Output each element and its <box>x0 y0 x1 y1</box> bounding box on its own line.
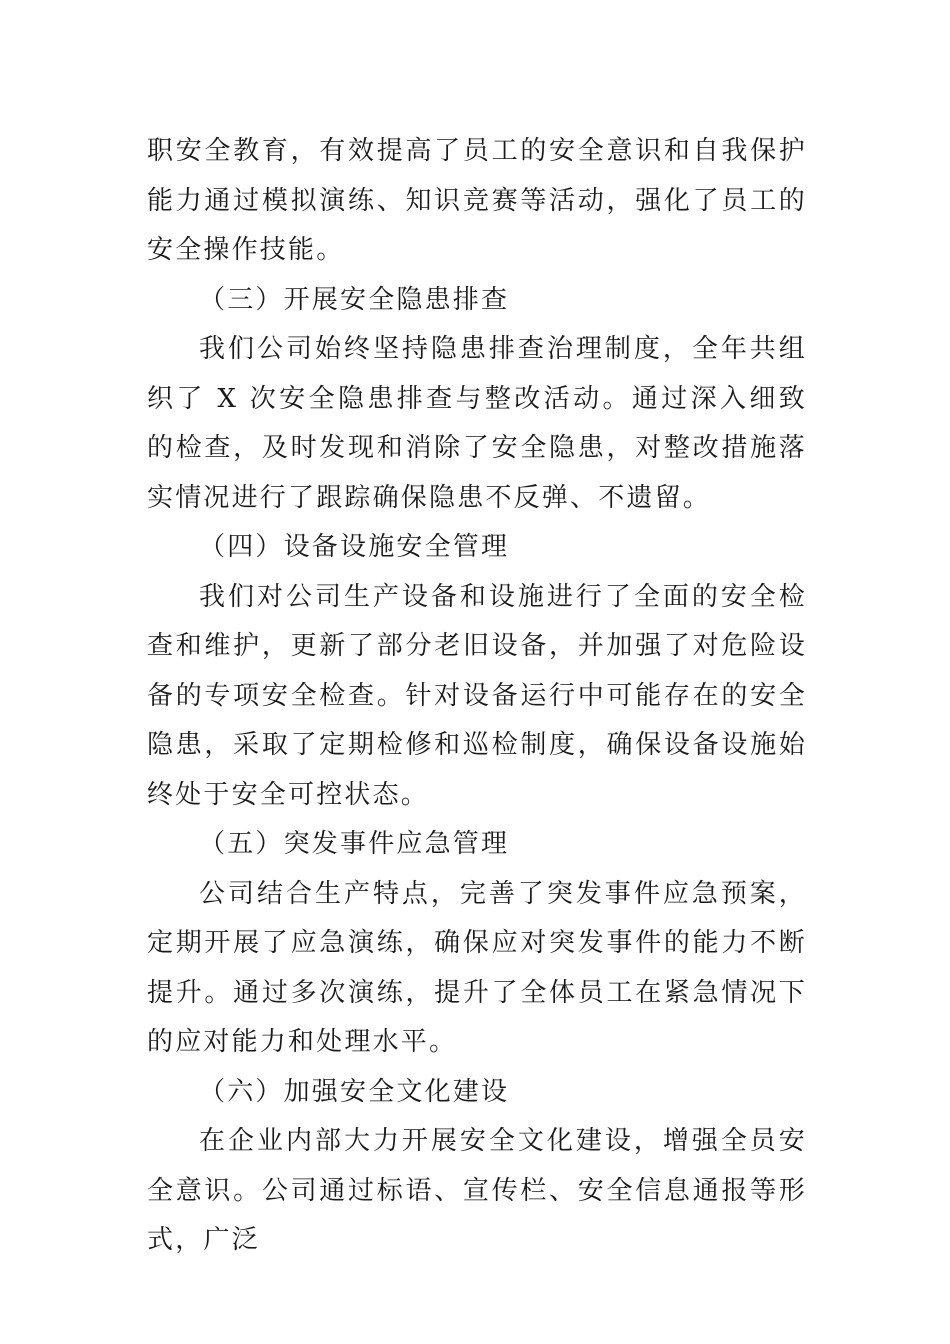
paragraph-emergency-management: 公司结合生产特点，完善了突发事件应急预案，定期开展了应急演练，确保应对突发事件的能力不断提升。通过多次演练，提升了全体员工在紧急情况下的应对能力和处理水平。 <box>147 878 807 1057</box>
document-body <box>147 127 807 1266</box>
paragraph-safety-education: 职安全教育，有效提高了员工的安全意识和自我保护能力通过模拟演练、知识竞赛等活动，强化了员工的安全操作技能。 <box>147 136 807 265</box>
section-heading-emergency-management: （五）突发事件应急管理 <box>199 829 510 859</box>
section-heading-equipment-safety: （四）设备设施安全管理 <box>199 532 510 562</box>
paragraph-hazard-inspection: 我们公司始终坚持隐患排查治理制度，全年共组织了 X 次安全隐患排查与整改活动。通过深入细致的检查，及时发现和消除了安全隐患，对整改措施落实情况进行了跟踪确保隐患不反弹、不遗留。 <box>147 334 807 513</box>
paragraph-equipment-safety: 我们对公司生产设备和设施进行了全面的安全检查和维护，更新了部分老旧设备，并加强了对危险设备的专项安全检查。针对设备运行中可能存在的安全隐患，采取了定期检修和巡检制度，确保设备设施始终处于安全可控状态。 <box>147 581 807 810</box>
section-heading-safety-culture: （六）加强安全文化建设 <box>199 1076 510 1107</box>
section-heading-hazard-inspection: （三）开展安全隐患排查 <box>199 284 510 315</box>
paragraph-safety-culture: 在企业内部大力开展安全文化建设，增强全员安全意识。公司通过标语、宣传栏、安全信息通报等形式，广泛 <box>147 1126 807 1255</box>
